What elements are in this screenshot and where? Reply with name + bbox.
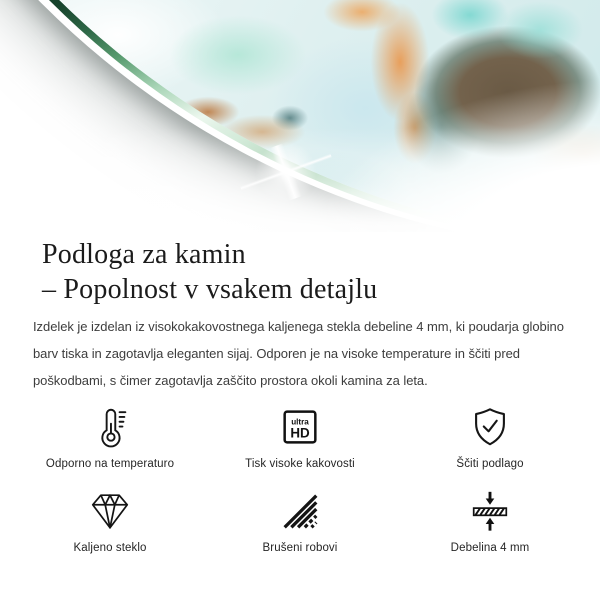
product-text-section xyxy=(0,237,600,554)
thickness-4mm-icon xyxy=(467,488,513,534)
feature-grid xyxy=(15,404,585,554)
feature-label: Debelina 4 mm xyxy=(450,542,530,554)
feature-label: Ščiti podlago xyxy=(456,458,524,470)
feature-label: Odporno na temperaturo xyxy=(45,458,175,470)
feature-print-quality xyxy=(205,404,395,470)
feature-temperature-resistant xyxy=(15,404,205,470)
feature-tempered-glass xyxy=(15,488,205,554)
page-title-line2: – Popolnost v vsakem detajlu xyxy=(42,274,378,305)
thermometer-icon xyxy=(87,404,133,450)
feature-label: Brušeni robovi xyxy=(262,542,338,554)
feature-label: Tisk visoke kakovosti xyxy=(245,458,355,470)
ultra-hd-icon-text-top: ultra xyxy=(291,417,309,427)
shield-check-icon xyxy=(467,404,513,450)
ultra-hd-icon xyxy=(277,404,323,450)
beveled-edges-icon xyxy=(277,488,323,534)
page-title xyxy=(42,237,567,307)
feature-thickness xyxy=(395,488,585,554)
feature-protects-surface xyxy=(395,404,585,470)
feature-polished-edges xyxy=(205,488,395,554)
feature-label: Kaljeno steklo xyxy=(73,542,147,554)
diamond-icon xyxy=(87,488,133,534)
ultra-hd-icon-text-bottom: HD xyxy=(290,425,310,441)
product-image xyxy=(0,0,600,232)
page-title-line1: Podloga za kamin xyxy=(42,239,246,270)
product-description: Izdelek je izdelan iz visokokakovostnega kaljenega stekla debeline 4 mm, ki poudarja globino barv tiska in zagotavlja eleganten sijaj. Odporen je na visoke temperature in ščiti pred poškodbami, s čimer zagotavlja zaščito prostora okoli kamina za leta. xyxy=(33,319,564,388)
